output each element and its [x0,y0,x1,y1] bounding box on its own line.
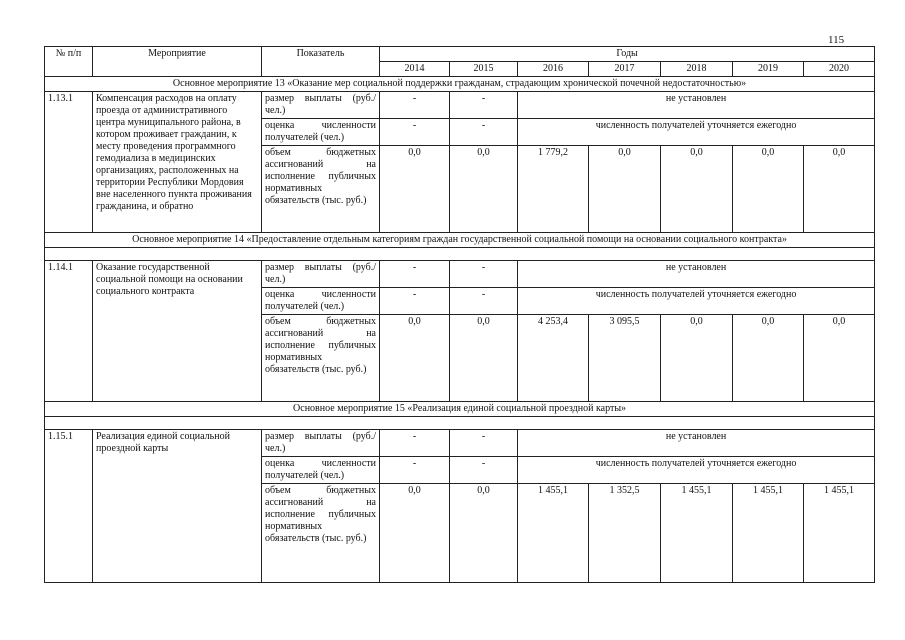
year-2020: 2020 [804,62,875,77]
value-not-set: не установлен [518,261,875,288]
value-recipients-note: численность получателей уточняется ежегодно [518,457,875,484]
row-id: 1.15.1 [45,430,93,583]
indicator-budget: объем бюджетных ассигнований на исполнение публичных нормативных обязательств (тыс. руб.) [262,484,380,583]
header-row [45,47,875,62]
value-not-set: не установлен [518,430,875,457]
value-cell: 0,0 [380,484,450,583]
value-cell: 3 095,5 [589,315,661,402]
value-cell: 0,0 [733,146,804,233]
indicator-payment: размер выплаты (руб./ чел.) [262,92,380,119]
value-cell: 1 455,1 [518,484,589,583]
value-cell: 1 455,1 [661,484,733,583]
table-row [45,261,875,288]
value-recipients-note: численность получателей уточняется ежегодно [518,288,875,315]
value-cell: - [380,288,450,315]
year-2014: 2014 [380,62,450,77]
year-2019: 2019 [733,62,804,77]
value-cell: 1 455,1 [733,484,804,583]
year-2017: 2017 [589,62,661,77]
header-years: Годы [380,47,875,62]
value-cell: 1 779,2 [518,146,589,233]
event-text: Оказание государственной социальной помощи на основании социального контракта [93,261,262,402]
value-cell: - [380,92,450,119]
section-title-row [45,233,875,248]
year-2016: 2016 [518,62,589,77]
value-cell: 0,0 [733,315,804,402]
value-cell: - [450,92,518,119]
value-not-set: не установлен [518,92,875,119]
value-cell: - [380,457,450,484]
value-cell: 0,0 [804,146,875,233]
indicator-payment: размер выплаты (руб./ чел.) [262,261,380,288]
program-table [44,46,875,583]
value-cell: - [450,457,518,484]
row-id: 1.13.1 [45,92,93,233]
value-cell: 0,0 [450,146,518,233]
header-event: Мероприятие [93,47,262,77]
value-cell: - [380,261,450,288]
value-cell: 0,0 [380,146,450,233]
indicator-payment: размер выплаты (руб./ чел.) [262,430,380,457]
value-cell: - [380,430,450,457]
spacer-row [45,248,875,261]
table-row [45,92,875,119]
value-cell: - [380,119,450,146]
section-title: Основное мероприятие 15 «Реализация единой социальной проездной карты» [45,402,875,417]
header-num: № п/п [45,47,93,77]
year-2018: 2018 [661,62,733,77]
value-cell: 4 253,4 [518,315,589,402]
value-cell: 0,0 [450,315,518,402]
value-recipients-note: численность получателей уточняется ежегодно [518,119,875,146]
page-number: 115 [828,34,845,46]
row-id: 1.14.1 [45,261,93,402]
section-title-row [45,402,875,417]
value-cell: 0,0 [450,484,518,583]
value-cell: - [450,261,518,288]
indicator-recipients: оценка численности получателей (чел.) [262,119,380,146]
value-cell: - [450,119,518,146]
value-cell: 1 455,1 [804,484,875,583]
value-cell: 1 352,5 [589,484,661,583]
event-text: Компенсация расходов на оплату проезда от административного центра муниципального района, в котором проживает гражданин, к месту проведения программного гемодиализа в медицинских организациях, расположенных на территории Республики Мордовия вне населенного пункта проживания гражданина, и обратно [93,92,262,233]
value-cell: - [450,288,518,315]
value-cell: 0,0 [589,146,661,233]
value-cell: 0,0 [661,146,733,233]
section-title-row [45,77,875,92]
indicator-budget: объем бюджетных ассигнований на исполнение публичных нормативных обязательств (тыс. руб.) [262,315,380,402]
value-cell: - [450,430,518,457]
table-row [45,430,875,457]
indicator-recipients: оценка численности получателей (чел.) [262,457,380,484]
value-cell: 0,0 [804,315,875,402]
indicator-recipients: оценка численности получателей (чел.) [262,288,380,315]
section-title: Основное мероприятие 14 «Предоставление отдельным категориям граждан государственной социальной помощи на основании социального контракта» [45,233,875,248]
spacer-row [45,417,875,430]
header-indicator: Показатель [262,47,380,77]
value-cell: 0,0 [661,315,733,402]
year-2015: 2015 [450,62,518,77]
value-cell: 0,0 [380,315,450,402]
section-title: Основное мероприятие 13 «Оказание мер социальной поддержки гражданам, страдающим хронической почечной недостаточностью» [45,77,875,92]
indicator-budget: объем бюджетных ассигнований на исполнение публичных нормативных обязательств (тыс. руб.) [262,146,380,233]
event-text: Реализация единой социальной проездной карты [93,430,262,583]
